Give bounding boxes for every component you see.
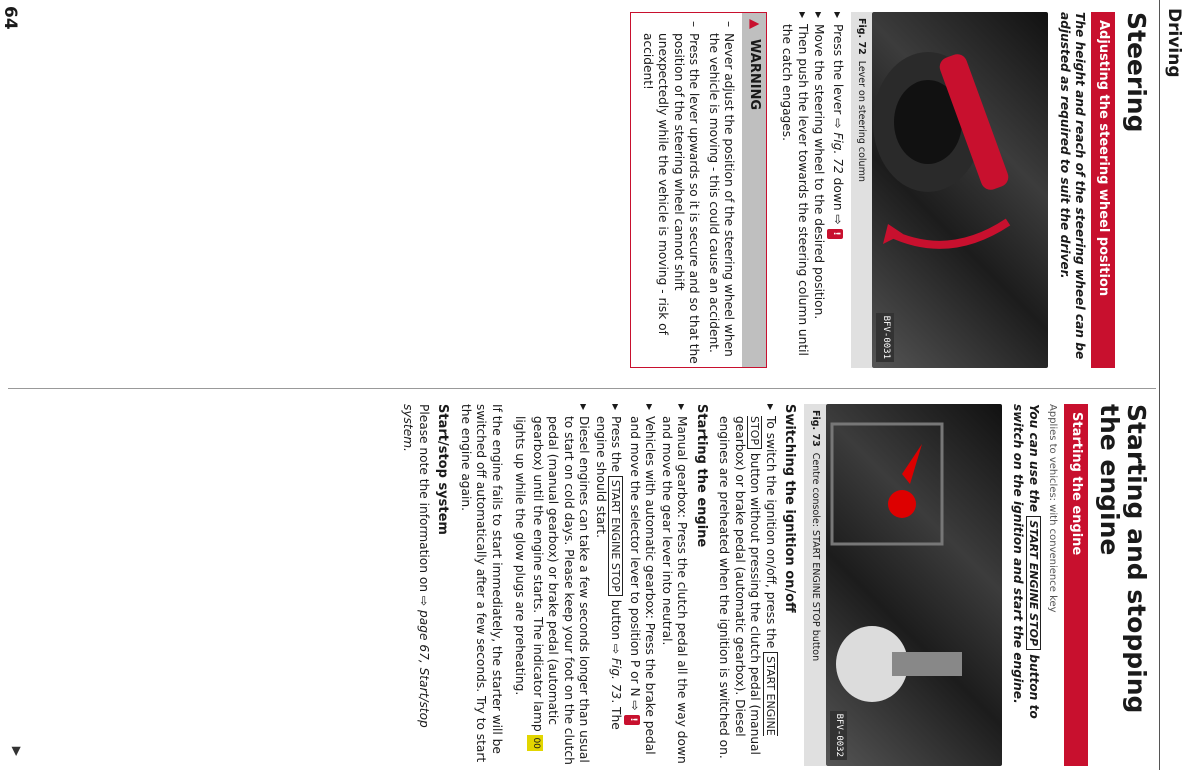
right-column <box>400 404 1156 766</box>
starting3-post: button ⇨ <box>609 595 624 658</box>
starting-step-press <box>593 404 624 766</box>
warning-header <box>743 13 767 367</box>
centre-console-illustration <box>826 404 1002 766</box>
steering-step-3: ▶ Then push the lever towards the steering column until the catch engages. <box>779 12 810 368</box>
starting-step-diesel <box>512 404 592 766</box>
steering-column-illustration <box>873 12 1049 368</box>
figure-72-label: Fig. 72 <box>856 18 868 55</box>
continue-arrow-icon: ▶ <box>10 746 24 756</box>
left-column <box>631 12 1157 368</box>
starting4-pre: Diesel engines can take a few seconds longer than usual to start on cold days. Please keep your foot on the clutch pedal (manual gearbox) or brake pedal (automatic gearbox) until the engine starts. The indicator lamp <box>531 416 592 765</box>
figure-72-image <box>873 12 1049 368</box>
starting-intro <box>1010 404 1041 766</box>
starting4-post: lights up while the glow plugs are preheating. <box>513 416 528 696</box>
steering-step-2: ▶ Move the steering wheel to the desired position. <box>811 12 827 368</box>
starting-bar: Starting the engine <box>1065 404 1089 766</box>
steering-heading: Steering <box>1122 12 1151 133</box>
starting-heading: Starting and stopping the engine <box>1095 404 1151 714</box>
warning-box <box>631 12 768 368</box>
steering-step-1 <box>828 12 846 368</box>
step1-ref: Fig. 72 <box>831 132 845 174</box>
starting-engine-heading: Starting the engine <box>694 404 709 548</box>
warning-item: – Never adjust the position of the steering wheel when the vehicle is moving - this could cause an accident. <box>706 33 737 367</box>
startstop-page-ref[interactable]: page 67 <box>417 610 431 660</box>
figure-73-code: BFV-0032 <box>830 711 848 760</box>
starting3-ref: Fig. 73 <box>609 657 624 700</box>
start-engine-stop-key: START ENGINE STOP <box>609 476 624 596</box>
intro-post: button to switch on the ignition and start the engine. <box>1011 404 1041 719</box>
start-engine-stop-key: START ENGINE STOP <box>748 416 777 736</box>
start-engine-stop-key: START ENGINE STOP <box>1026 516 1041 650</box>
figure-72-caption <box>851 12 873 368</box>
startstop-pre: Please note the information on ⇨ <box>417 404 431 610</box>
warning-list <box>640 13 737 367</box>
warning-triangle-icon: ! <box>625 715 641 725</box>
column-divider <box>8 388 1156 389</box>
ignition-heading: Switching the ignition on/off <box>782 404 798 613</box>
warning-item: – Press the lever upwards so it is secure and so that the position of the steering wheel cannot shift unexpectedly while the vehicle is moving - risk of accident! <box>640 33 702 367</box>
step1-post: down ⇨ <box>831 173 845 225</box>
adjusting-bar: Adjusting the steering wheel position <box>1092 12 1116 368</box>
ignition-pre: To switch the ignition on/off, press the <box>764 416 778 653</box>
starting2-text: Vehicles with automatic gearbox: Press the brake pedal and move the selector lever to position P or N ⇨ <box>628 416 658 755</box>
start-stop-heading: Start/stop system <box>435 404 451 535</box>
figure-72-caption-text: Lever on steering column <box>856 60 868 182</box>
glow-plug-lamp-icon: 00 <box>528 735 544 750</box>
intro-pre: You can use the <box>1027 404 1041 517</box>
figure-73-label: Fig. 73 <box>810 410 821 447</box>
figure-73-caption-text: Centre console: START ENGINE STOP button <box>810 452 821 662</box>
starting-step-automatic <box>625 404 658 766</box>
startstop-post: , Start/stop system. <box>401 404 431 728</box>
engine-fail-text: If the engine fails to start immediately, the starter will be switched off automatically after a few seconds. Try to start the engine again. <box>459 404 504 763</box>
starting3-pre: Press the <box>609 416 624 476</box>
ignition-step <box>716 404 778 766</box>
ignition-post: button without pressing the clutch pedal (manual gearbox) or brake pedal (automatic gearbox). Diesel engines are preheated when the ignition is switched on. <box>717 416 763 759</box>
step1-pre: Press the lever ⇨ <box>831 24 845 133</box>
warning-title: WARNING <box>747 39 762 111</box>
figure-73-image <box>826 404 1002 766</box>
warning-triangle-icon: ▲ <box>747 19 762 29</box>
warning-triangle-icon: ! <box>828 229 844 239</box>
page-number: 64 <box>0 6 20 30</box>
starting3-end: . The engine should start. <box>594 416 624 730</box>
start-stop-text <box>400 404 431 766</box>
section-title: Driving <box>1164 8 1184 78</box>
applies-note: Applies to vehicles: with convenience key <box>1047 404 1059 613</box>
steering-intro: The height and reach of the steering wheel can be adjusted as required to suit the driver. <box>1058 12 1088 360</box>
figure-73-caption <box>805 404 827 766</box>
header-divider <box>1159 0 1160 770</box>
figure-72-code: BFV-0031 <box>877 313 895 362</box>
starting-step-manual: ▶ Manual gearbox: Press the clutch pedal all the way down and move the gear lever into neutral. <box>659 404 690 766</box>
